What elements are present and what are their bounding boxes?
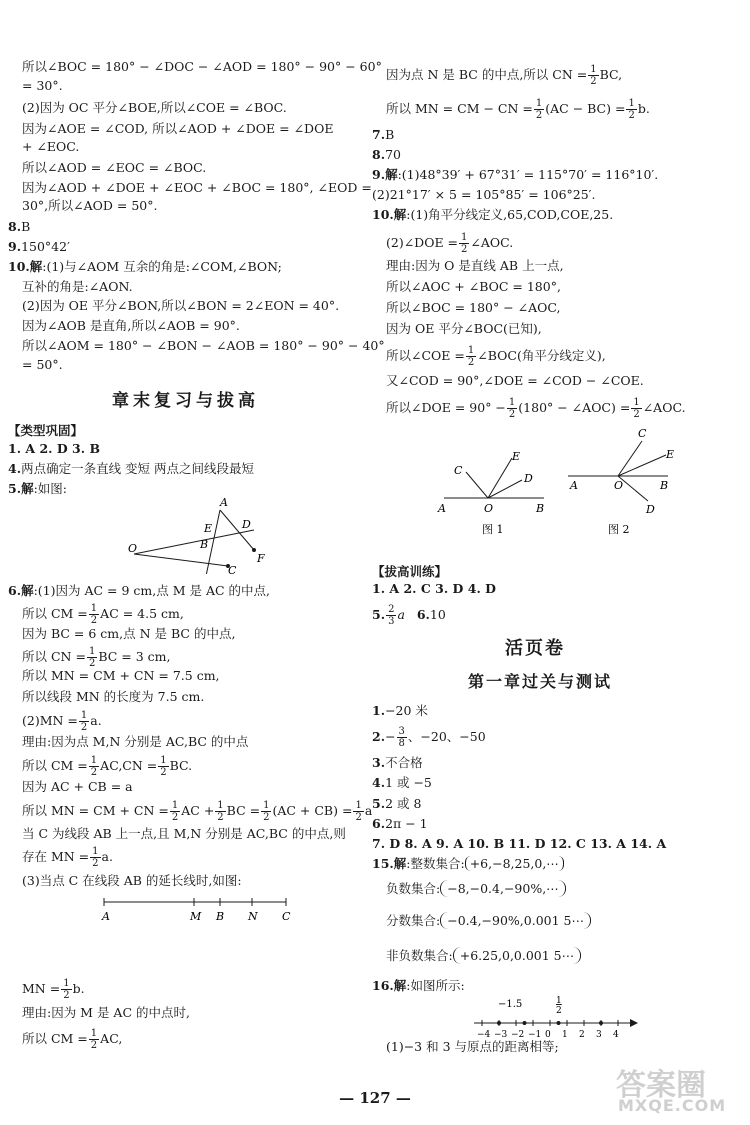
tick-label: −4 <box>477 1030 491 1039</box>
text-line: 因为点 N 是 BC 的中点,所以 CN = $\frac{1}{2}$ BC, <box>386 64 623 87</box>
text-line: 因为 OE 平分∠BOC(已知), <box>386 321 542 336</box>
text-line: + ∠EOC. <box>22 139 80 154</box>
test-answer-5: 5.2 或 8 <box>372 796 422 811</box>
text-line: = 30°. <box>22 78 63 93</box>
tick-label: −3 <box>494 1030 508 1039</box>
answer-8: 8.70 <box>372 147 401 162</box>
point-label: N <box>248 910 258 923</box>
point-label: O <box>484 502 494 515</box>
number-point <box>497 1021 501 1025</box>
point-label: E <box>512 450 521 463</box>
point-label: C <box>228 564 237 574</box>
text-line: 又∠COD = 90°,∠DOE = ∠COD − ∠COE. <box>386 373 644 388</box>
answers-1-4: 1. A 2. C 3. D 4. D <box>372 581 496 596</box>
number-point <box>523 1021 527 1025</box>
watermark-logo: 答案圈 <box>616 1068 706 1103</box>
figure-caption: 图 2 <box>608 523 630 536</box>
number-point <box>599 1021 603 1025</box>
answer-7: 7.B <box>372 127 395 142</box>
point-label: D <box>242 518 251 531</box>
figure-5 <box>120 492 280 574</box>
point-label: C <box>454 464 463 477</box>
section-title: 活页卷 <box>505 638 565 659</box>
tick-label: 2 <box>579 1030 585 1039</box>
point-label: B <box>216 910 225 923</box>
chapter-title: 第一章过关与测试 <box>468 672 613 691</box>
figure-1 <box>432 430 572 540</box>
point-label: C <box>282 910 291 923</box>
text-line: 理由:因为点 M,N 分别是 AC,BC 的中点 <box>22 734 249 749</box>
tick-label: 4 <box>613 1030 619 1039</box>
text-line: 所以∠BOC = 180° − ∠AOC, <box>386 300 561 315</box>
figure-2 <box>562 425 712 540</box>
text-line: 30°,所以∠AOD = 50°. <box>22 198 158 213</box>
tick-label: −1 <box>528 1030 542 1039</box>
text-line: 所以 CN = $\frac{1}{2}$ BC = 3 cm, <box>22 646 171 669</box>
text-line: 所以 MN = CM + CN = $\frac{1}{2}$ AC + $\frac{1}{2}$ BC = $\frac{1}{2}$ (AC + CB) = $\frac{1}{2}$ a <box>22 800 373 823</box>
text-line: 互补的角是:∠AON. <box>22 279 133 294</box>
test-answer-15: 15.解:整数集合: +6,−8,25,0,⋯ <box>372 856 564 871</box>
text-line: 存在 MN = $\frac{1}{2}$ a. <box>22 846 113 869</box>
answer-9: 9.150°42′ <box>8 239 70 254</box>
text-line: (3)当点 C 在线段 AB 的延长线时,如图: <box>22 873 242 888</box>
text-line: 所以 CM = $\frac{1}{2}$ AC = 4.5 cm, <box>22 603 184 626</box>
text-line: (2)因为 OE 平分∠BON,所以∠BON = 2∠EON = 40°. <box>22 298 340 313</box>
text-line: 所以∠BOC = 180° − ∠DOC − ∠AOD = 180° − 90° − 60° <box>22 59 382 74</box>
test-answer-3: 3.不合格 <box>372 755 423 770</box>
text-line: 所以∠AOM = 180° − ∠BON − ∠AOB = 180° − 90° − 40° <box>22 338 385 353</box>
number-line <box>470 993 640 1039</box>
answer-6: 6.解:(1)因为 AC = 9 cm,点 M 是 AC 的中点, <box>8 583 270 598</box>
answer-4: 4.两点确定一条直线 变短 两点之间线段最短 <box>8 461 255 476</box>
number-label: 2 <box>556 1006 562 1016</box>
text-line: 所以∠DOE = 90° − $\frac{1}{2}$ (180° − ∠AOC) = $\frac{1}{2}$ ∠AOC. <box>386 397 686 420</box>
tick-label: 0 <box>545 1030 551 1039</box>
point-label: A <box>102 910 110 923</box>
test-answer-2: 2.− $\frac{3}{8}$ 、−20、−50 <box>372 726 486 749</box>
text-line: 因为∠AOD + ∠DOE + ∠EOC + ∠BOC = 180°, ∠EOD = <box>22 180 372 195</box>
point-label: E <box>666 448 675 461</box>
text-line: 所以 CM = $\frac{1}{2}$ AC, <box>22 1028 123 1051</box>
answer-10: 10.解:(1)与∠AOM 互余的角是:∠COM,∠BON; <box>8 259 282 274</box>
watermark-url: MXQE.COM <box>618 1096 727 1115</box>
tick-label: −2 <box>511 1030 525 1039</box>
text-line: 因为∠AOB 是直角,所以∠AOB = 90°. <box>22 318 240 333</box>
text-line: 所以 MN = CM − CN = $\frac{1}{2}$ (AC − BC) = $\frac{1}{2}$ b. <box>386 98 650 121</box>
test-answer-6: 6.2π − 1 <box>372 816 428 831</box>
test-answer-4: 4.1 或 −5 <box>372 775 432 790</box>
number-point <box>557 1021 561 1025</box>
point-label: A <box>438 502 446 515</box>
tick-label: 3 <box>596 1030 602 1039</box>
text-line: 负数集合: −8,−0.4,−90%,⋯ <box>386 880 566 897</box>
text-line: = 50°. <box>22 357 63 372</box>
point-label: O <box>128 542 138 555</box>
answer-8: 8.B <box>8 219 31 234</box>
section-heading: 【类型巩固】 <box>8 423 84 438</box>
text-line: 所以∠AOC + ∠BOC = 180°, <box>386 279 561 294</box>
answers-1-3: 1. A 2. D 3. B <box>8 441 101 456</box>
text-line: (2)21°17′ × 5 = 105°85′ = 106°25′. <box>372 187 596 202</box>
text-line: (2)MN = $\frac{1}{2}$ a. <box>22 710 102 733</box>
point-label: F <box>257 552 265 565</box>
text-line: (1)−3 和 3 与原点的距离相等; <box>386 1039 559 1054</box>
text-line: 所以∠COE = $\frac{1}{2}$ ∠BOC(角平分线定义), <box>386 345 606 368</box>
text-line: 非负数集合: +6.25,0,0.001 5⋯ <box>386 947 581 964</box>
point-label: B <box>660 479 669 492</box>
text-line: 分数集合: −0.4,−90%,0.001 5⋯ <box>386 912 591 929</box>
text-line: 所以∠AOD = ∠EOC = ∠BOC. <box>22 160 207 175</box>
point-label: D <box>524 472 533 485</box>
text-line: 因为 BC = 6 cm,点 N 是 BC 的中点, <box>22 626 236 641</box>
answer-9: 9.解:(1)48°39′ + 67°31′ = 115°70′ = 116°10′. <box>372 167 659 182</box>
page-number: — 127 — <box>339 1089 411 1107</box>
text-line: 所以 MN = CM + CN = 7.5 cm, <box>22 668 220 683</box>
tick-label: 1 <box>562 1030 568 1039</box>
text-line: 因为∠AOE = ∠COD, 所以∠AOD + ∠DOE = ∠DOE <box>22 121 334 136</box>
chapter-title: 章末复习与拔高 <box>112 391 259 411</box>
text-line: MN = $\frac{1}{2}$ b. <box>22 978 85 1001</box>
answer-5: 5.解:如图: <box>8 481 68 496</box>
number-label: −1.5 <box>498 999 523 1010</box>
point-label: A <box>570 479 578 492</box>
point-label: E <box>204 522 213 535</box>
text-line: 因为 AC + CB = a <box>22 779 133 794</box>
test-answer-1: 1.−20 米 <box>372 703 428 718</box>
point-label: B <box>536 502 545 515</box>
test-answer-16: 16.解:如图所示: <box>372 978 465 993</box>
point-label: O <box>614 479 624 492</box>
text-line: (2)∠DOE = $\frac{1}{2}$ ∠AOC. <box>386 232 514 255</box>
text-line: 理由:因为 M 是 AC 的中点时, <box>22 1005 190 1020</box>
section-heading: 【拔高训练】 <box>372 564 448 579</box>
test-answers-7-14: 7. D 8. A 9. A 10. B 11. D 12. C 13. A 14. A <box>372 836 667 851</box>
answer-5-6: 5. $\frac{2}{3}$ a 6.10 <box>372 604 446 627</box>
text-line: 当 C 为线段 AB 上一点,且 M,N 分别是 AC,BC 的中点,则 <box>22 826 346 841</box>
answer-10: 10.解:(1)角平分线定义,65,COD,COE,25. <box>372 207 614 222</box>
text-line: (2)因为 OC 平分∠BOE,所以∠COE = ∠BOC. <box>22 100 287 115</box>
text-line: 理由:因为 O 是直线 AB 上一点, <box>386 258 564 273</box>
point-label: A <box>220 496 228 509</box>
number-label: 1 <box>556 996 562 1006</box>
point-label: B <box>200 538 209 551</box>
text-line: 所以线段 MN 的长度为 7.5 cm. <box>22 689 205 704</box>
point-label: C <box>638 427 647 440</box>
figure-6-segment <box>96 892 296 926</box>
point-label: M <box>190 910 202 923</box>
text-line: 所以 CM = $\frac{1}{2}$ AC,CN = $\frac{1}{2}$ BC. <box>22 755 193 778</box>
point-label: D <box>646 503 655 516</box>
figure-caption: 图 1 <box>482 523 504 536</box>
